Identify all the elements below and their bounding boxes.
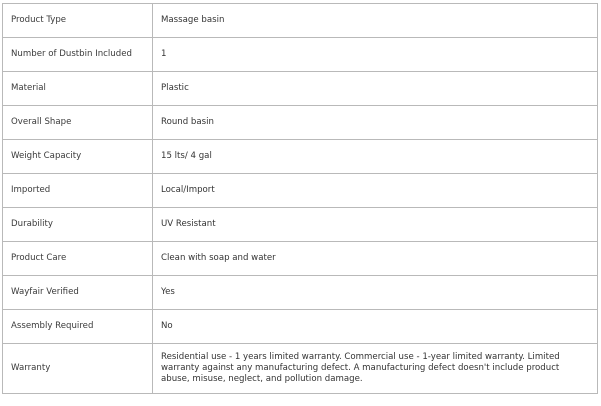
- spec-row-weight-capacity: [3, 140, 598, 174]
- spec-value: Yes: [153, 276, 598, 310]
- spec-value: Massage basin: [153, 4, 598, 38]
- spec-label: Assembly Required: [3, 310, 153, 344]
- spec-label: Warranty: [3, 344, 153, 394]
- spec-row-material: [3, 72, 598, 106]
- spec-value: No: [153, 310, 598, 344]
- spec-value: Residential use - 1 years limited warranty. Commercial use - 1-year limited warranty. Limited warranty against any manufacturing defect. A manufacturing defect doesn't include product abuse, misuse, neglect, and pollution damage.: [153, 344, 598, 394]
- spec-row-overall-shape: [3, 106, 598, 140]
- spec-label: Product Type: [3, 4, 153, 38]
- spec-row-product-care: [3, 242, 598, 276]
- spec-row-durability: [3, 208, 598, 242]
- spec-label: Durability: [3, 208, 153, 242]
- spec-value: UV Resistant: [153, 208, 598, 242]
- spec-label: Material: [3, 72, 153, 106]
- spec-label: Weight Capacity: [3, 140, 153, 174]
- spec-label: Wayfair Verified: [3, 276, 153, 310]
- spec-value: Round basin: [153, 106, 598, 140]
- spec-row-imported: [3, 174, 598, 208]
- spec-value: Clean with soap and water: [153, 242, 598, 276]
- spec-label: Overall Shape: [3, 106, 153, 140]
- spec-label: Product Care: [3, 242, 153, 276]
- spec-row-product-type: [3, 4, 598, 38]
- specifications-table: [2, 3, 598, 394]
- spec-label: Number of Dustbin Included: [3, 38, 153, 72]
- spec-row-assembly-required: [3, 310, 598, 344]
- spec-row-wayfair-verified: [3, 276, 598, 310]
- spec-value: 1: [153, 38, 598, 72]
- spec-value: Local/Import: [153, 174, 598, 208]
- spec-label: Imported: [3, 174, 153, 208]
- spec-row-warranty: [3, 344, 598, 394]
- spec-value: 15 lts/ 4 gal: [153, 140, 598, 174]
- spec-value: Plastic: [153, 72, 598, 106]
- spec-row-dustbin-count: [3, 38, 598, 72]
